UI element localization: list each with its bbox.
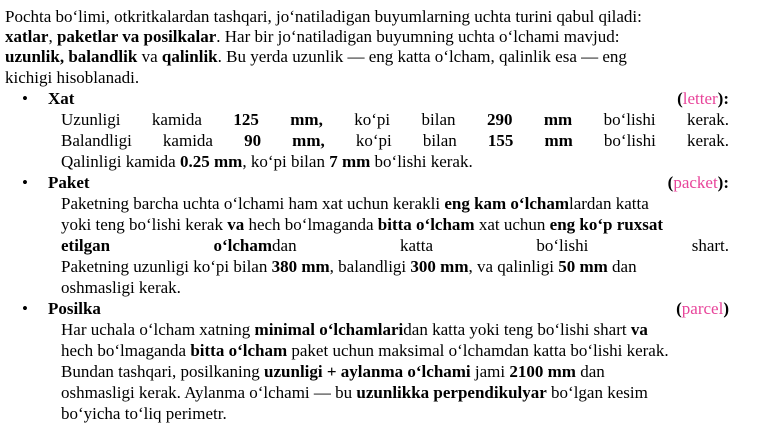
text-run: o‘lcham [213, 236, 273, 255]
parcel-line-4 [61, 383, 648, 403]
text-run: paket uchun maksimal o‘lchamdan katta bo‘lishi kerak. [287, 341, 669, 360]
text-run: xat uchun [474, 215, 550, 234]
sep: , [48, 27, 57, 46]
section-title: Paket [48, 173, 90, 192]
letter-height-line [61, 131, 729, 151]
intro-text: . Bu yerda uzunlik — eng katta o‘lcham, qalinlik esa — eng [217, 47, 627, 66]
text-run: mm [544, 131, 573, 150]
section-tag [668, 173, 729, 193]
text-run: dan [607, 257, 637, 276]
text-run: 90 [244, 131, 262, 150]
intro-line-2 [5, 27, 619, 47]
sep: , [59, 47, 69, 66]
packet-line-1 [61, 194, 649, 214]
parcel-line-5 [61, 404, 227, 424]
text-run: ) [723, 299, 729, 318]
text-run: oshmasligi kerak. [61, 278, 181, 297]
bullet-letter: • [22, 89, 28, 108]
text-run: hech bo‘lmaganda [244, 215, 378, 234]
intro-line-4 [5, 68, 139, 88]
intro-line-3 [5, 47, 627, 67]
section-heading-packet [48, 173, 729, 193]
parcel-line-1 [61, 320, 648, 340]
text-run: bo‘lishi kerak. [370, 152, 473, 171]
text-run: hech bo‘lmaganda [61, 341, 191, 360]
text-run: jami [470, 362, 510, 381]
text-run: va [227, 215, 245, 234]
text-run: 125 [233, 110, 259, 129]
term-length: uzunlik [5, 47, 60, 66]
text-run: , ko‘pi bilan [242, 152, 330, 171]
text-run: lardan katta [568, 194, 649, 213]
text-run: mm [543, 110, 573, 129]
text-run: letter [682, 89, 718, 108]
text-run: bitta o‘lcham [377, 215, 475, 234]
text-run: ): [717, 173, 729, 192]
text-run: , balandligi [329, 257, 411, 276]
term-packets: paketlar [56, 27, 119, 46]
parcel-line-2 [61, 341, 669, 361]
text-run: 50 mm [558, 257, 608, 276]
text-run: kerak. [686, 131, 729, 150]
text-run: uzunligi + aylanma o‘lchami [264, 362, 471, 381]
text-run: kamida [162, 131, 213, 150]
text-run: 300 mm [410, 257, 469, 276]
term-parcels: posilkalar [143, 27, 217, 46]
packet-line-2 [61, 215, 663, 235]
letter-length-line [61, 110, 729, 130]
term-thickness: qalinlik [161, 47, 218, 66]
text-run: Uzunligi [61, 110, 121, 129]
text-run: uzunlikka perpendikulyar [356, 383, 547, 402]
intro-line-1 [5, 7, 642, 27]
text-run: dan [575, 362, 605, 381]
text-run: minimal o‘lchamlari [254, 320, 404, 339]
text-run: ko‘pi [355, 131, 392, 150]
text-run: yoki teng bo‘lishi kerak [61, 215, 228, 234]
text-run: eng ko‘p ruxsat [549, 215, 664, 234]
text-run: ): [717, 89, 729, 108]
section-tag [676, 299, 729, 319]
text-run: Paketning barcha uchta o‘lchami ham xat uchun kerakli [61, 194, 445, 213]
text-group [213, 236, 296, 256]
section-heading-parcel [48, 299, 729, 319]
text-run: Har uchala o‘lcham xatning [61, 320, 255, 339]
conj: va [137, 47, 162, 66]
text-run: 0.25 mm [179, 152, 243, 171]
text-run: kamida [151, 110, 202, 129]
text-run: 7 mm [329, 152, 371, 171]
text-run: ( [677, 89, 683, 108]
text-run: dan katta yoki teng bo‘lishi shart [403, 320, 631, 339]
text-run: eng kam o‘lcham [444, 194, 569, 213]
text-run: ( [667, 173, 674, 192]
text-run: bilan [421, 110, 456, 129]
bullet-parcel: • [22, 299, 28, 318]
text-run: mm, [290, 110, 323, 129]
intro-text: . Har bir jo‘natiladigan buyumning uchta o‘lchami mavjud: [216, 27, 620, 46]
intro-text: kichigi hisoblanadi. [5, 68, 140, 87]
text-run: etilgan [61, 236, 111, 255]
text-run: bitta o‘lcham [190, 341, 288, 360]
section-heading-letter [48, 89, 729, 109]
text-run: bo‘lishi [536, 236, 589, 255]
term-height: balandlik [68, 47, 138, 66]
parcel-line-3 [61, 362, 605, 382]
text-run: ko‘pi [354, 110, 391, 129]
text-run: mm, [292, 131, 325, 150]
text-run: packet [673, 173, 718, 192]
text-run: bo‘lgan kesim [546, 383, 648, 402]
text-run: bo‘lishi [603, 110, 656, 129]
packet-line-5 [61, 278, 181, 298]
text-run: , va qalinligi [468, 257, 559, 276]
text-run: Qalinligi kamida [61, 152, 180, 171]
text-run: parcel [681, 299, 724, 318]
packet-line-3 [61, 236, 729, 256]
conj: va [118, 27, 144, 46]
intro-text: Pochta bo‘limi, otkritkalardan tashqari, jo‘natiladigan buyumlarning uchta turini qabul qiladi: [5, 7, 642, 26]
text-run: katta [399, 236, 433, 255]
section-title: Xat [48, 89, 75, 108]
text-run: va [630, 320, 648, 339]
text-run: Balandligi [61, 131, 132, 150]
text-run: bo‘lishi [603, 131, 656, 150]
text-run: dan [272, 236, 297, 255]
bullet-packet: • [22, 173, 28, 192]
text-run: 380 mm [271, 257, 330, 276]
text-run: ( [676, 299, 682, 318]
text-run: bo‘yicha to‘liq perimetr. [61, 404, 227, 423]
letter-thickness-line [61, 152, 473, 172]
term-letters: xatlar [5, 27, 49, 46]
text-run: bilan [422, 131, 457, 150]
packet-line-4 [61, 257, 637, 277]
text-run: Paketning uzunligi ko‘pi bilan [61, 257, 272, 276]
section-tag [677, 89, 729, 109]
section-title: Posilka [48, 299, 101, 318]
text-run: 155 [487, 131, 514, 150]
text-run: 2100 mm [509, 362, 576, 381]
text-run: oshmasligi kerak. Aylanma o‘lchami — bu [61, 383, 357, 402]
text-run: shart. [691, 236, 729, 255]
text-run: kerak. [686, 110, 729, 129]
text-run: 290 [486, 110, 513, 129]
text-run: Bundan tashqari, posilkaning [61, 362, 265, 381]
